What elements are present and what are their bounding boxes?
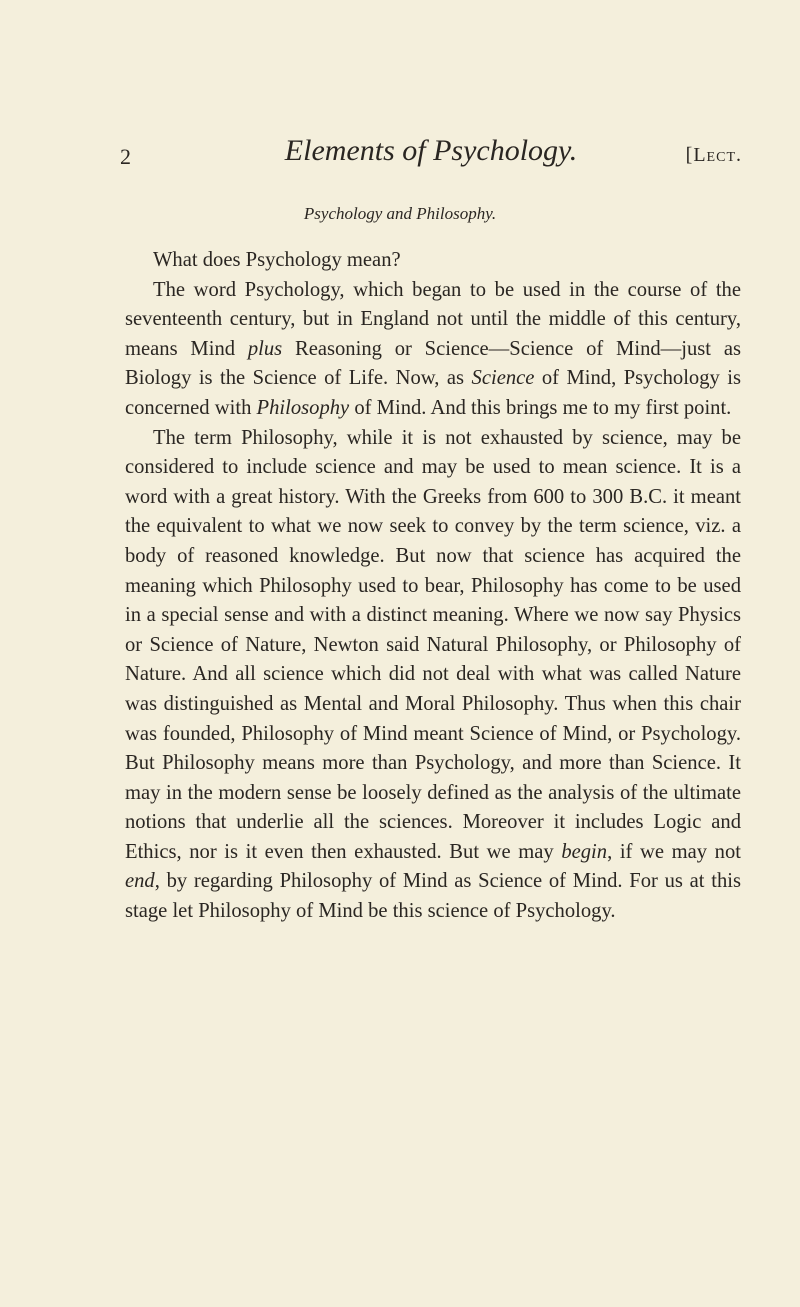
paragraph: The word Psychology, which began to be used in the course of the seventeenth century, but in England not until the middle of this century, means Mind plus Reasoning or Science—Science of Mind—just as Biology is the Science of Life. Now, as Science of Mind, Psychology is concerned with Philosophy of Mind. And this brings me to my first point. [125,278,742,419]
emphasis: plus [247,337,283,360]
book-title: Elements of Psychology. [284,134,578,167]
section-heading: Psychology and Philosophy. [303,204,497,223]
lecture-marker: [Lect. [685,144,742,166]
emphasis: Philosophy [256,396,350,419]
emphasis: begin [561,840,608,863]
paragraph: The term Philosophy, while it is not exhausted by science, may be considered to include science and may be used to mean science. It is a word with a great history. With the Greeks from 600 to 300 B.C. it meant the equivalent to what we now seek to convey by the term science, viz. a body of reasoned knowledge. But now that science has acquired the meaning which Philosophy used to bear, Philosophy has come to be used in a special sense and with a distinct meaning. Where we now say Physics or Science of Nature, Newton said Natural Philosophy, or Philosophy of Nature. And all science which did not deal with what was called Nature was distinguished as Mental and Moral Philosophy. Thus when this chair was founded, Philosophy of Mind meant Science of Mind, or Psychology. But Philosophy means more than Psychology, and more than Science. It may in the modern sense be loosely defined as the analysis of the ultimate notions that underlie all the sciences. Moreover it includes Logic and Ethics, nor is it even then exhausted. But we may begin, if we may not end, by regarding Philosophy of Mind as Science of Mind. For us at this stage let Philosophy of Mind be this science of Psychology. [125,426,741,923]
body-text [125,246,741,927]
running-head [120,134,742,174]
paragraph: What does Psychology mean? [153,249,401,271]
emphasis: end [125,870,155,893]
page-number: 2 [120,144,131,169]
emphasis: Science [471,367,535,390]
